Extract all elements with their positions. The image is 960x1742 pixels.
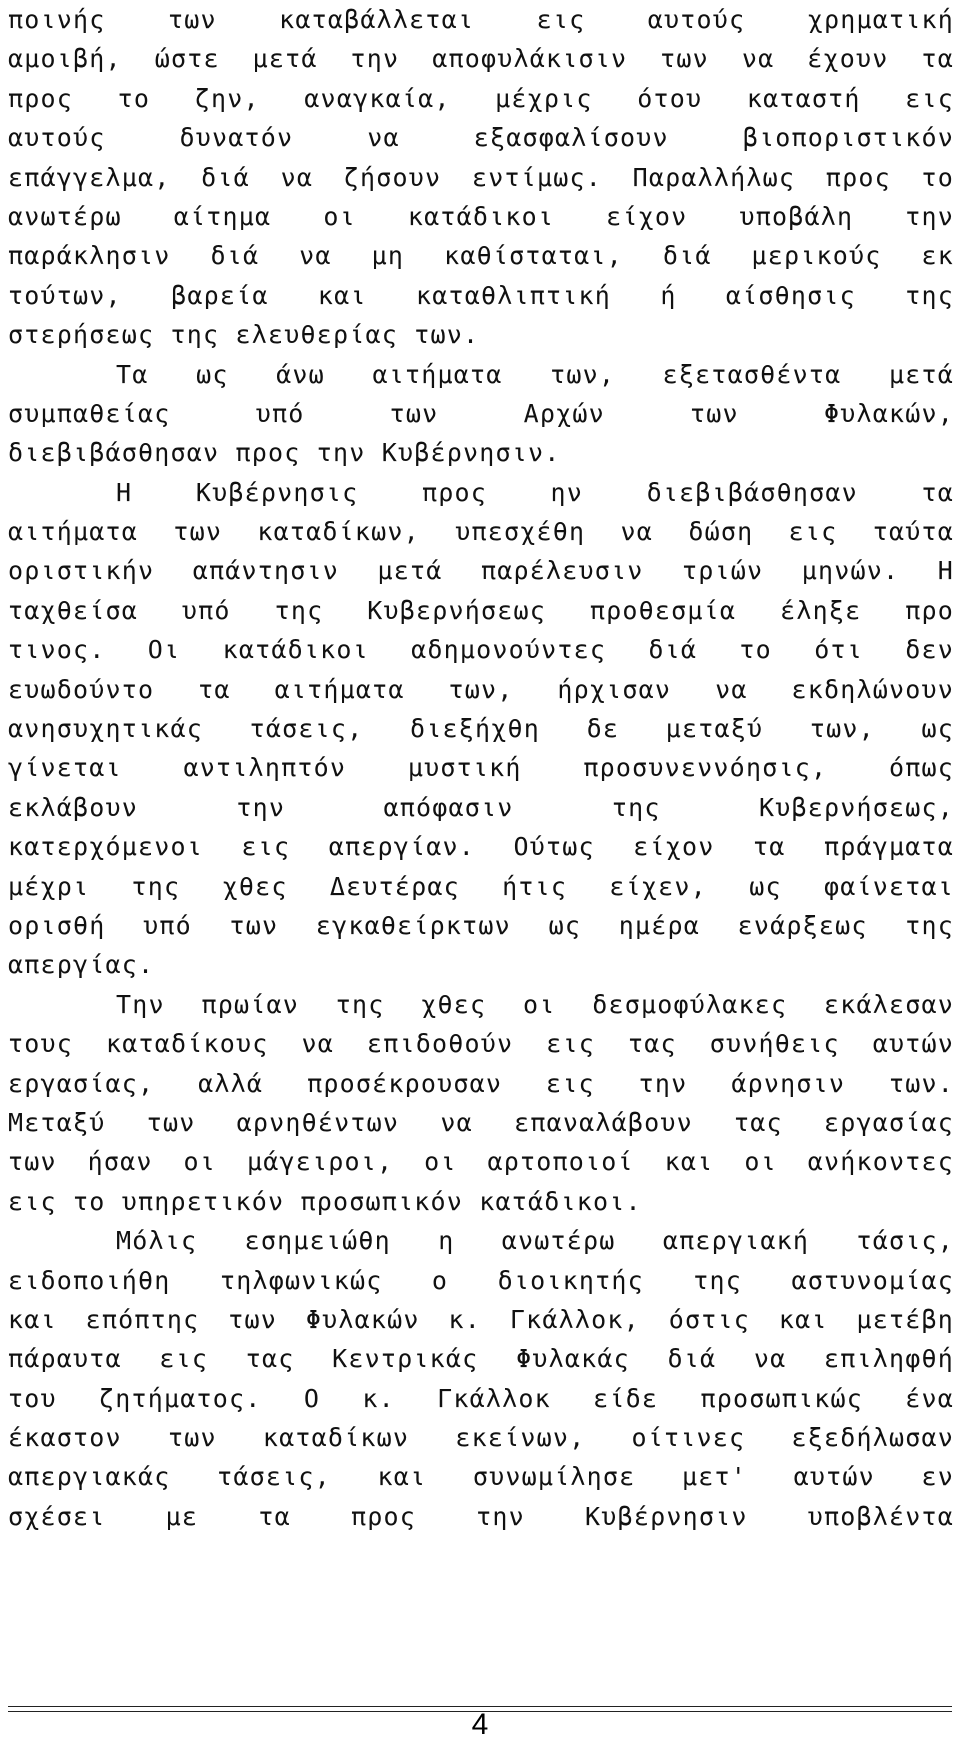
text-line: τινος. Οι κατάδικοι αδημονούντες διά το ότι δεν [8,635,954,665]
text-line: διεβιβάσθησαν προς την Κυβέρνησιν. [8,438,561,468]
text-line: Μόλις εσημειώθη η ανωτέρω απεργιακή τάσις, [116,1226,954,1256]
text-line: συμπαθείας υπό των Αρχών των Φυλακών, [8,398,954,428]
text-line: ανησυχητικάς τάσεις, διεξήχθη δε μεταξύ των, ως [8,714,954,744]
text-line: εις το υπηρετικόν προσωπικόν κατάδικοι. [8,1186,642,1216]
text-line: των ήσαν οι μάγειροι, οι αρτοποιοί και οι ανήκοντες [8,1147,954,1177]
text-line: ποινής των καταβάλλεται εις αυτούς χρηματική [8,5,954,34]
text-line: Τα ως άνω αιτήματα των, εξετασθέντα μετά [116,359,954,389]
text-line: και επόπτης των Φυλακών κ. Γκάλλοκ, όστις και μετέβη [8,1304,954,1334]
text-line: σχέσει με τα προς την Κυβέρνησιν υποβλέντα [8,1501,954,1531]
text-line: ταχθείσα υπό της Κυβερνήσεως προθεσμία έληξε προ [8,595,954,625]
text-line: έκαστον των καταδίκων εκείνων, οίτινες εξεδήλωσαν [8,1423,954,1453]
text-line: απεργιακάς τάσεις, και συνωμίλησε μετ' αυτών εν [8,1462,954,1492]
text-line: απεργίας. [8,950,155,980]
text-line: ειδοποιήθη τηλφωνικώς ο διοικητής της αστυνομίας [8,1265,954,1295]
text-line: τους καταδίκους να επιδοθούν εις τας συνήθεις αυτών [8,1029,954,1059]
text-line: Την πρωίαν της χθες οι δεσμοφύλακες εκάλεσαν [116,989,954,1019]
text-line: επάγγελμα, διά να ζήσουν εντίμως. Παραλλήλως προς το [8,162,954,192]
text-line: μέχρι της χθες Δευτέρας ήτις είχεν, ως φαίνεται [8,871,954,901]
body-text [8,0,954,1536]
text-line: κατερχόμενοι εις απεργίαν. Ούτως είχον τα πράγματα [8,832,954,862]
page-number: 4 [471,1708,489,1741]
text-line: παράκλησιν διά να μη καθίσταται, διά μερικούς εκ [8,241,954,271]
text-line: εργασίας, αλλά προσέκρουσαν εις την άρνησιν των. [8,1068,954,1098]
text-line: αυτούς δυνατόν να εξασφαλίσουν βιοποριστικόν [8,123,954,153]
text-line: προς το ζην, αναγκαία, μέχρις ότου καταστή εις [8,83,954,113]
footer-rule-top [8,1706,952,1707]
text-line: Μεταξύ των αρνηθέντων να επαναλάβουν τας εργασίας [8,1107,954,1137]
text-line: Η Κυβέρνησις προς ην διεβιβάσθησαν τα [116,477,954,507]
text-line: τούτων, βαρεία και καταθλιπτική ή αίσθησις της [8,280,954,310]
text-line: ορισθή υπό των εγκαθείρκτων ως ημέρα ενάρξεως της [8,910,954,940]
text-line: εκλάβουν την απόφασιν της Κυβερνήσεως, [8,792,954,822]
text-line: οριστικήν απάντησιν μετά παρέλευσιν τριών μηνών. Η [8,556,954,586]
text-line: αιτήματα των καταδίκων, υπεσχέθη να δώση εις ταύτα [8,517,954,547]
text-line: ευωδούντο τα αιτήματα των, ήρχισαν να εκδηλώνουν [8,674,954,704]
text-line: αμοιβή, ώστε μετά την αποφυλάκισιν των να έχουν τα [8,44,954,74]
text-line: γίνεται αντιληπτόν μυστική προσυνεννόησις, όπως [8,753,954,783]
text-line: ανωτέρω αίτημα οι κατάδικοι είχον υποβάλη την [8,201,954,231]
text-line: στερήσεως της ελευθερίας των. [8,320,480,350]
text-line: πάραυτα εις τας Κεντρικάς Φυλακάς διά να επιληφθή [8,1344,954,1374]
text-line: του ζητήματος. Ο κ. Γκάλλοκ είδε προσωπικώς ένα [8,1383,954,1413]
